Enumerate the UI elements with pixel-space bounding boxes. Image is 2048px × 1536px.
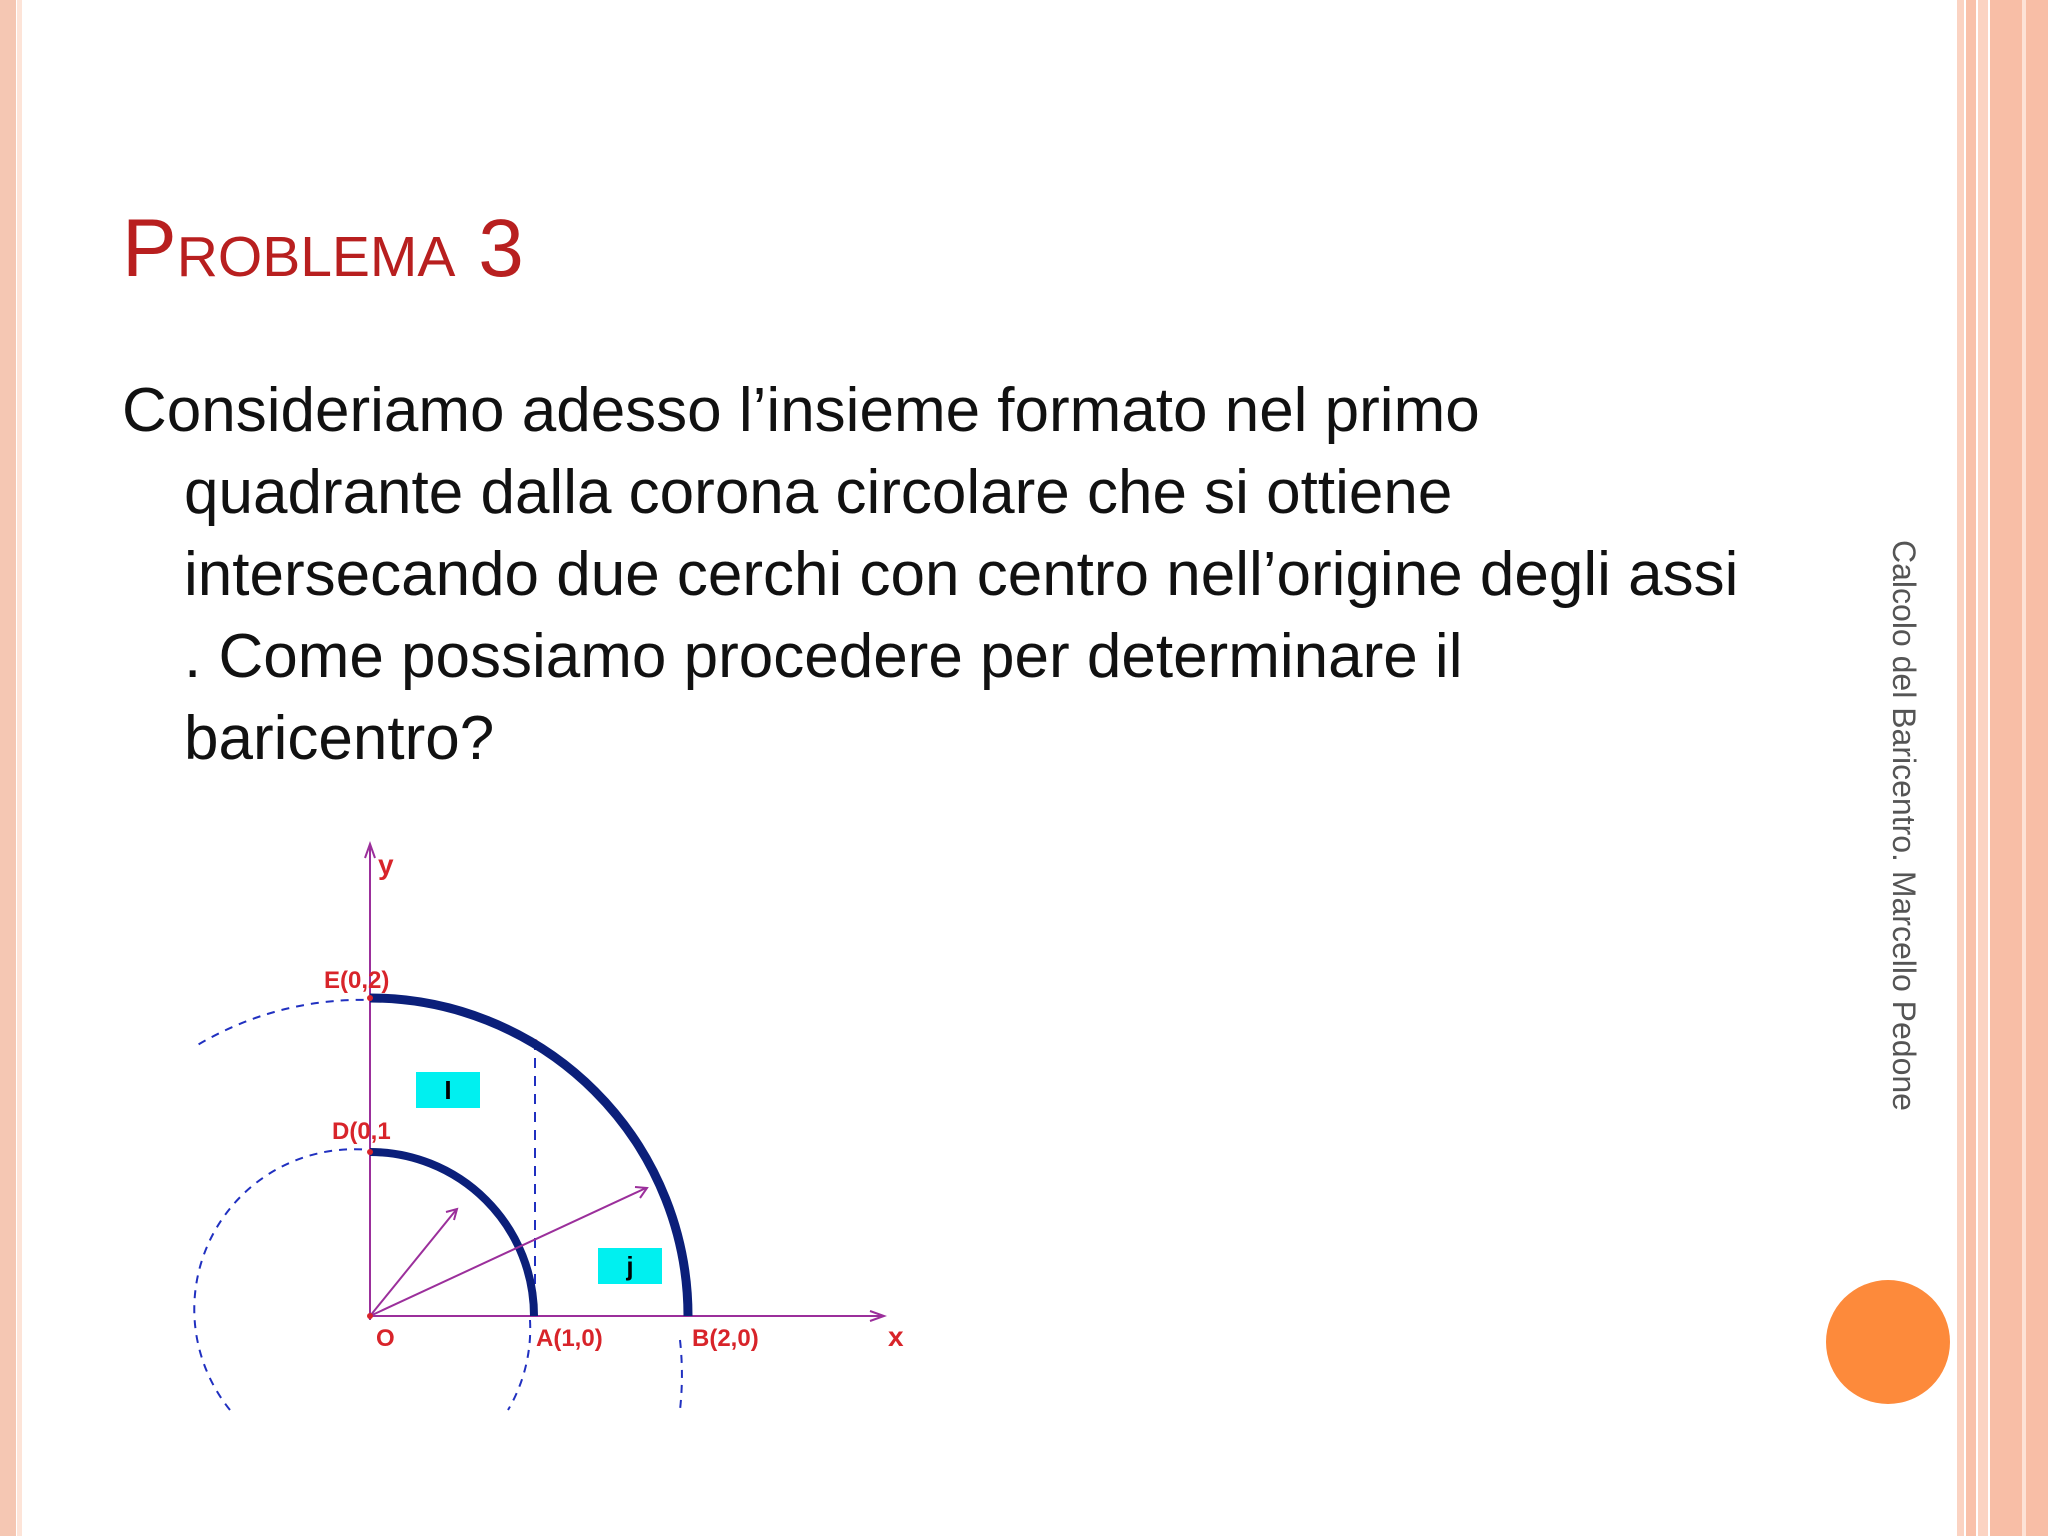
axis-x-label: x: [888, 1321, 904, 1352]
slide-title: Problema 3: [122, 203, 524, 294]
right-border-stripe-4: [1990, 0, 2048, 1536]
right-border-stripe-5: [2022, 0, 2026, 1536]
side-caption: Calcolo del Baricentro. Marcello Pedone: [1886, 540, 1922, 1111]
outer-circle-dashed: [199, 1000, 370, 1045]
region-label-upper: I: [444, 1075, 452, 1105]
label-origin: O: [376, 1325, 395, 1352]
problem-text: Consideriamo adesso l’insieme formato nel primo quadrante dalla corona circolare che si ottiene intersecando due cerchi con centro nell’origine degli assi . Come possiamo procedere per determinare il baricentro?: [122, 376, 1739, 773]
inner-circle-dashed-lower: [508, 1320, 530, 1410]
label-A: A(1,0): [536, 1325, 603, 1352]
right-border-stripe-1: [1957, 0, 1964, 1536]
outer-circle-dashed-lower: [680, 1340, 682, 1410]
label-B: B(2,0): [692, 1325, 759, 1352]
right-border-stripe-3: [1978, 0, 1988, 1536]
accent-circle: [1826, 1280, 1950, 1404]
annulus-diagram: [190, 830, 930, 1420]
point-D: [367, 1149, 373, 1155]
left-border-stripe: [0, 0, 16, 1536]
region-label-lower: j: [626, 1251, 634, 1281]
point-origin: [367, 1313, 373, 1319]
inner-arc: [370, 1152, 534, 1316]
vector-inner: [370, 1210, 456, 1316]
label-D: D(0,1: [332, 1118, 391, 1145]
left-border-inner-stripe: [17, 0, 22, 1536]
inner-circle-dashed: [194, 1149, 370, 1410]
label-E: E(0,2): [324, 967, 390, 994]
right-border-stripe-2: [1966, 0, 1976, 1536]
axis-y-label: y: [378, 849, 394, 880]
point-E: [367, 995, 373, 1001]
